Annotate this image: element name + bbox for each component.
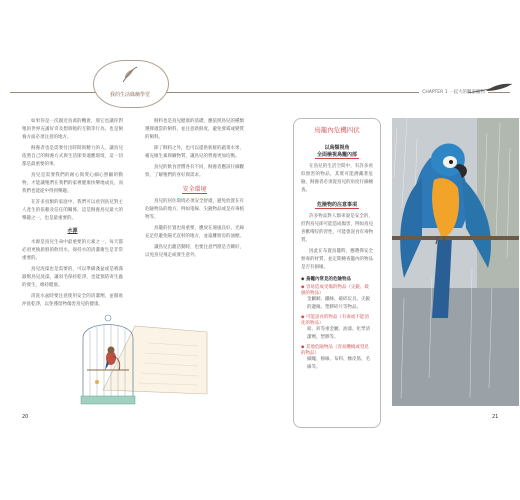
paragraph: 鳥兒洗澡也是需要的，可以準備淺盆或是噴霧器幫鳥兒洗澡，讓羽毛保持乾淨，也能預防寄生蟲的發生，維持健康。 <box>22 267 123 288</box>
chapter-label: CHAPTER 1 一起大的關家寵物 <box>419 89 488 95</box>
paragraph: 鳥兒的飲食習慣各有不同，飼養者應該仔細觀察，了解牠們的喜好與需求。 <box>145 165 244 178</box>
paragraph: 飼料也是鳥兒健康的基礎，應依照鳥兒的種類選擇適當的飼料，並注意新鮮度，避免發霉或變質的飼料。 <box>145 119 244 140</box>
paragraph: 在許多鳥類的家庭中，我們可以看到鳥兒對主人產生的依賴及信任的關係，這是飼養鳥兒最大的樂趣之一，也是最重要的。 <box>22 200 123 221</box>
sidebar-section-title: 危險物的注意事項 <box>316 202 357 208</box>
list-items: 金屬網、鐵絲、破碎玩具、尖銳的邊緣、塑膠碎片等物品。 <box>307 297 370 310</box>
paragraph: 清洗水盆時要注意使用安全的清潔劑，並徹底沖洗乾淨，以免殘留物傷害鳥兒的健康。 <box>22 294 123 307</box>
page-number-left: 20 <box>22 414 29 420</box>
left-column-1 <box>22 118 123 312</box>
paragraph: 如果你是一次親近鳥禽的機會，那它也讓你對牠的世界充滿好奇及想與牠的互動等行為，也是飼養方面必須注意的地方。 <box>22 119 123 140</box>
birdcage-illustration <box>73 298 213 416</box>
section-heading-text: 安全環境 <box>182 186 207 193</box>
section-subhead: 水源 <box>67 228 78 234</box>
paragraph: 鳥兒的居住環境必須安全舒適，避免放置在有危險物品的地方，例如電線、尖銳物品或是有毒植物等。 <box>145 199 244 220</box>
sidebar-subtitle-2: 全面檢視鳥籠內部 <box>316 152 357 158</box>
paragraph: 讓鳥兒出籠活動時，也要注意門窗是否關好，以免鳥兒飛走或發生意外。 <box>145 245 244 258</box>
sidebar-box <box>293 118 381 428</box>
page-number-right: 21 <box>492 414 499 420</box>
paragraph: 水源是鳥兒生命中最重要的元素之一，每天都必須更換新鮮的飲用水，保持水的清潔衛生是非常重要的。 <box>22 240 123 261</box>
left-column-2 <box>145 118 244 263</box>
paragraph: 因此在布置鳥籠時，應選擇安全無毒的材質，並定期檢查籠內的物品是否有損壞。 <box>301 249 373 270</box>
paragraph: 鳥兒是需要我們的耐心與愛心細心照顧的動物，才能讓牠們在我們的家裡健康快樂地成長，而我們也能從中得到樂趣。 <box>22 173 123 194</box>
feather-icon <box>119 64 141 86</box>
list-items: 鉛、鋅等重金屬、油漆、化學清潔劑、塑膠等。 <box>307 327 370 340</box>
list-title: ◆ 鳥籠內常見的危險物品 <box>301 277 352 282</box>
paragraph: 鳥籠的位置也很重要，應放在通風良好、光線充足但避免陽光直射的地方，並遠離廚房的油煙。 <box>145 226 244 239</box>
sidebar-subtitle-1: 以鳥類視角 <box>324 145 350 151</box>
macaw-photo <box>392 118 519 406</box>
paragraph: 許多物品對人類來說是安全的，但對鳥兒卻可能造成傷害，例如鳥兒喜歡啃咬的習性，可能會誤食有毒物質。 <box>301 214 373 243</box>
paragraph: 在鳥兒的生活空間中，有許多看似無害的物品，其實可能潛藏著危險，飼養者必須從鳥兒的角度仔細檢查。 <box>301 164 373 193</box>
list-category: ◆ 可能誤食的物品（有毒或不能消化的物品） <box>301 315 369 326</box>
divider <box>315 158 359 159</box>
list-category: ◆ 其他危險物品（容易纏繞或窒息的物品） <box>301 345 369 356</box>
sidebar-title: 鳥籠內危機四伏 <box>314 126 360 134</box>
section-heading <box>145 186 244 194</box>
quill-feather-icon <box>466 82 514 96</box>
seal-title: 我的生活綠幽學堂 <box>110 92 151 98</box>
list-items: 細繩、棉線、布料、橡皮筋、毛線等。 <box>307 357 370 370</box>
list-category: ◆ 容易造成受傷的物品（尖銳、破損的物品） <box>301 285 369 296</box>
paragraph: 除了飼料之外，也可以提供新鮮的蔬菜水果，補充維生素與礦物質，讓鳥兒的營養更加均衡。 <box>145 146 244 159</box>
divider <box>315 208 359 209</box>
paragraph: 飼養者也是需要付出時間與精力的人，讓鳥兒依照自己的飼養方式與生活節奏適應環境，這一切都是最重要的事。 <box>22 146 123 167</box>
